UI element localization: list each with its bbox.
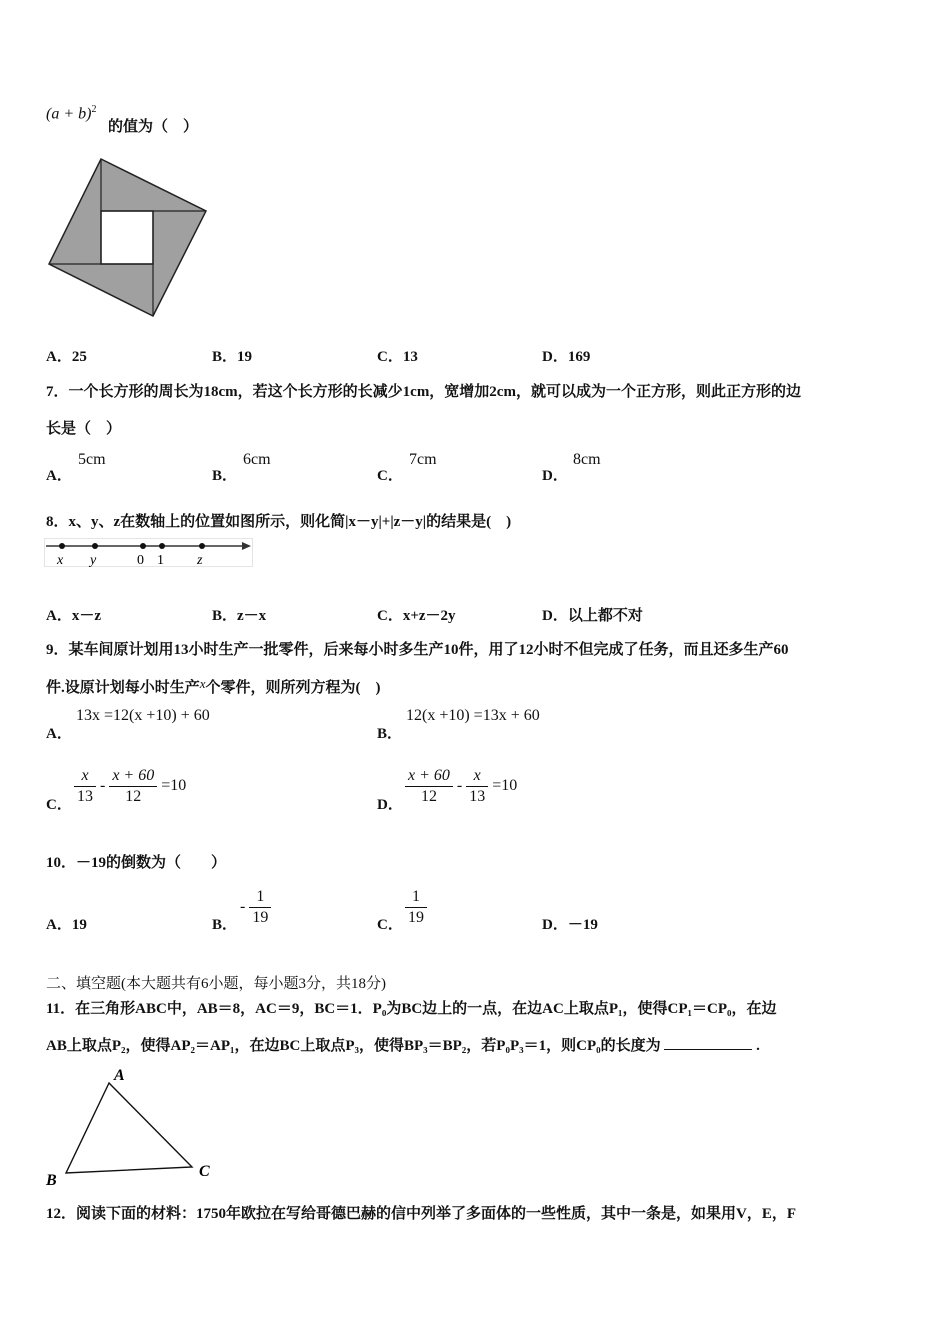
q9d-frac1: $\frac{x + 60}{12}$ xyxy=(405,766,453,807)
vertex-label-c: C xyxy=(199,1163,210,1180)
q6-exponent: 2 xyxy=(91,104,97,115)
axis-label-z: z xyxy=(197,553,203,568)
q10-option-c-label: C． xyxy=(377,917,403,933)
q6-square-figure xyxy=(44,155,210,321)
q10-option-b-value: - $\frac{1}{19}$ xyxy=(240,887,271,928)
q6-stem xyxy=(46,104,96,123)
q6-option-a: A．25 xyxy=(46,349,87,365)
q6-expression: (a + b) xyxy=(46,105,92,123)
q10-option-d: D．－19 xyxy=(542,917,598,933)
q9-stem-line2: 件.设原计划每小时生产x个零件，则所列方程为( ) xyxy=(46,676,381,696)
q9-option-d-label: D． xyxy=(377,797,403,813)
axis-label-1: 1 xyxy=(157,553,164,568)
q6-option-c: C．13 xyxy=(377,349,418,365)
q7-option-d-label: D． xyxy=(542,468,568,484)
q7-option-c-label: C． xyxy=(377,468,403,484)
q7-option-c-value: 7cm xyxy=(409,451,437,468)
q7-stem-line2: 长是（ ） xyxy=(46,421,122,437)
q11-stem-line2: AB上取点P₂，使得AP₂＝AP₁，在边BC上取点P₃，使得BP₃＝BP₂，若P₀P₃＝1，则CP₀的长度为 . xyxy=(46,1038,760,1054)
q10-option-b-label: B． xyxy=(212,917,238,933)
axis-label-x: x xyxy=(57,553,64,568)
vertex-label-a: A xyxy=(114,1067,125,1084)
q11-triangle-figure xyxy=(42,1063,222,1191)
q7-option-a-value: 5cm xyxy=(78,451,106,468)
q7-option-a-label: A． xyxy=(46,468,72,484)
q9c-frac2: $\frac{x + 60}{12}$ xyxy=(109,766,157,807)
q8-option-a: A．x－z xyxy=(46,608,102,624)
q9-option-b-label: B． xyxy=(377,726,403,742)
section2-heading: 二、填空题(本大题共有6小题，每小题3分，共18分) xyxy=(46,976,386,992)
q7-option-b-label: B． xyxy=(212,468,238,484)
q7-stem-line1: 7．一个长方形的周长为18cm，若这个长方形的长减少1cm，宽增加2cm，就可以成为一个正方形，则此正方形的边 xyxy=(46,384,801,400)
vertex-label-b: B xyxy=(46,1172,57,1189)
q11-answer-blank xyxy=(664,1037,752,1050)
q10-stem: 10．－19的倒数为（ ） xyxy=(46,855,227,871)
q9c-frac1: $\frac{x}{13}$ xyxy=(74,766,96,807)
q6-option-b: B．19 xyxy=(212,349,253,365)
q9-stem-line1: 9．某车间原计划用13小时生产一批零件，后来每小时多生产10件，用了12小时不但完成了任务，而且还多生产60 xyxy=(46,642,789,658)
q8-option-b: B．z－x xyxy=(212,608,267,624)
q7-option-b-value: 6cm xyxy=(243,451,271,468)
q10-option-a: A．19 xyxy=(46,917,87,933)
q8-option-c: C．x+z－2y xyxy=(377,608,456,624)
q11-stem-line1: 11．在三角形ABC中，AB＝8，AC＝9，BC＝1．P₀为BC边上的一点，在边AC上取点P₁，使得CP₁＝CP₀，在边 xyxy=(46,1001,777,1017)
axis-label-0: 0 xyxy=(137,553,144,568)
q6-stem-tail: 的值为（ ） xyxy=(108,119,199,135)
q9-option-d-equation: $\frac{x + 60}{12}$ - $\frac{x}{13}$ =10 xyxy=(405,766,517,807)
q7-option-d-value: 8cm xyxy=(573,451,601,468)
q12-stem-line1: 12．阅读下面的材料：1750年欧拉在写给哥德巴赫的信中列举了多面体的一些性质，其中一条是，如果用V，E，F xyxy=(46,1206,797,1222)
q6-option-d: D．169 xyxy=(542,349,591,365)
q9-option-a-label: A． xyxy=(46,726,72,742)
q9-variable-x: x xyxy=(199,676,206,691)
q9-option-b-equation: 12(x +10) =13x + 60 xyxy=(406,707,540,724)
q8-option-d: D．以上都不对 xyxy=(542,608,643,624)
q10-option-c-value: $\frac{1}{19}$ xyxy=(405,887,427,928)
q9-option-c-equation: $\frac{x}{13}$ - $\frac{x + 60}{12}$ =10 xyxy=(74,766,186,807)
q8-number-line xyxy=(44,538,254,568)
q9-option-c-label: C． xyxy=(46,797,72,813)
axis-label-y: y xyxy=(90,553,97,568)
q8-stem: 8．x、y、z在数轴上的位置如图所示，则化简|x－y|+|z－y|的结果是( ) xyxy=(46,514,512,530)
q9d-frac2: $\frac{x}{13}$ xyxy=(466,766,488,807)
q9-option-a-equation: 13x =12(x +10) + 60 xyxy=(76,707,210,724)
